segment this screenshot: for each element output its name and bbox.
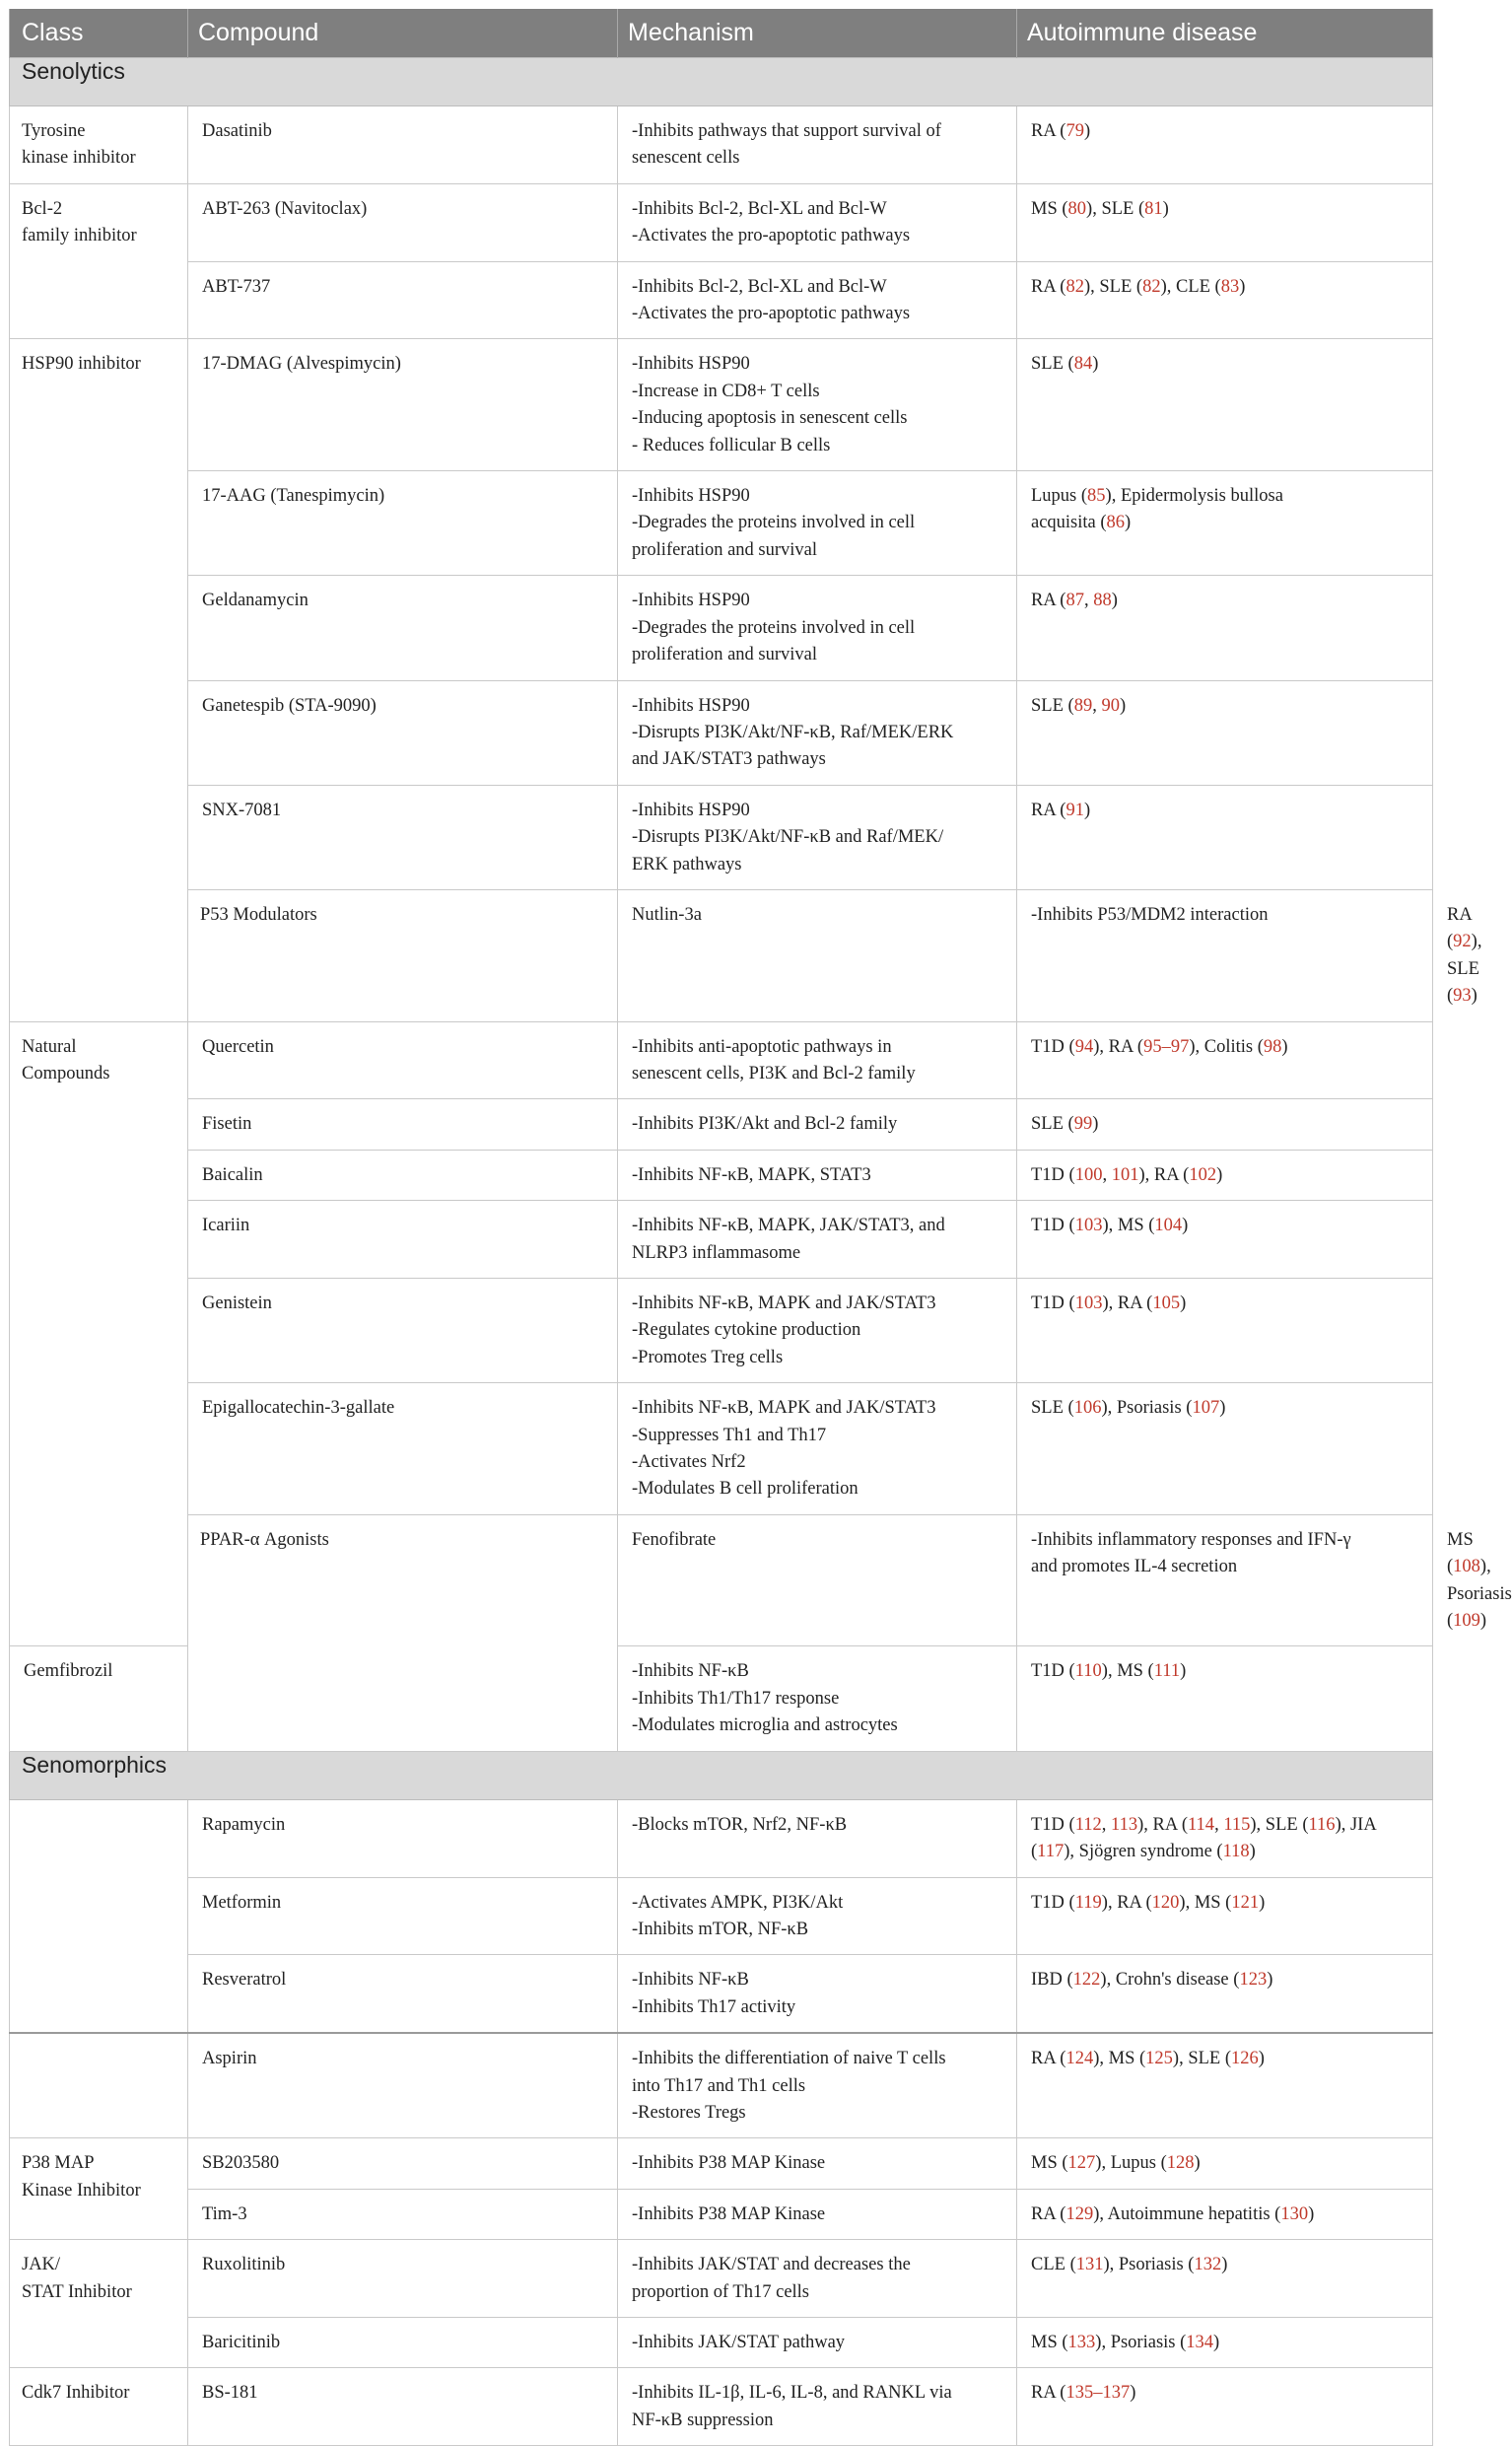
disease-text: T1D ( <box>1031 1036 1075 1057</box>
reference-link[interactable]: 133 <box>1067 2332 1096 2352</box>
table-row <box>10 183 1433 261</box>
disease-cell <box>1017 339 1433 471</box>
section-row <box>10 1751 1433 1799</box>
header-row <box>10 9 1433 58</box>
reference-link[interactable]: 84 <box>1073 354 1093 375</box>
disease-text: SLE ( <box>1031 1114 1074 1135</box>
reference-link[interactable]: 124 <box>1065 2049 1094 2069</box>
reference-link[interactable]: 109 <box>1453 1611 1480 1632</box>
table-row <box>10 1877 1433 1955</box>
compound-cell: Genistein <box>188 1279 618 1383</box>
reference-link[interactable]: 129 <box>1065 2203 1094 2224</box>
disease-text: ), JIA ( <box>1031 1814 1377 1862</box>
compound-cell: Baicalin <box>188 1150 618 1200</box>
reference-link[interactable]: 113 <box>1111 1814 1138 1835</box>
mechanism-cell: -Inhibits HSP90 -Increase in CD8+ T cells -Inducing apoptosis in senescent cells - Reduces follicular B cells <box>618 339 1017 471</box>
table-row <box>10 106 1433 184</box>
mechanism-cell: -Inhibits HSP90 -Degrades the proteins involved in cell proliferation and survival <box>618 576 1017 680</box>
compound-cell: Tim-3 <box>188 2189 618 2239</box>
disease-text: RA ( <box>1031 800 1066 820</box>
header-compound: Compound <box>188 9 618 58</box>
disease-text: T1D ( <box>1031 1216 1075 1236</box>
disease-text: T1D ( <box>1031 1164 1075 1185</box>
disease-cell <box>1017 1799 1433 1877</box>
disease-text: ), SLE ( <box>1086 198 1145 219</box>
disease-text: ), RA ( <box>1137 1814 1188 1835</box>
disease-text: ), SLE ( <box>1447 932 1482 1007</box>
reference-link[interactable]: 132 <box>1194 2255 1222 2275</box>
compound-cell: Resveratrol <box>188 1955 618 2033</box>
table-row <box>10 2240 1433 2318</box>
compound-cell: Metformin <box>188 1877 618 1955</box>
reference-link[interactable]: 105 <box>1152 1293 1181 1313</box>
disease-text: ) <box>1471 986 1478 1007</box>
disease-text: ) <box>1221 2255 1228 2275</box>
disease-text: ) <box>1125 513 1132 533</box>
disease-text: ) <box>1239 276 1246 297</box>
disease-text: ), Crohn's disease ( <box>1100 1970 1240 1991</box>
disease-cell <box>1017 1021 1433 1099</box>
disease-text: IBD ( <box>1031 1970 1073 1991</box>
reference-link[interactable]: 103 <box>1074 1216 1103 1236</box>
disease-text: ) <box>1213 2332 1220 2352</box>
disease-text: ) <box>1162 198 1169 219</box>
disease-text: ), SLE ( <box>1172 2049 1231 2069</box>
disease-text: ), MS ( <box>1101 1661 1154 1682</box>
disease-text: ), RA ( <box>1138 1164 1190 1185</box>
disease-text: ) <box>1216 1164 1223 1185</box>
disease-cell <box>1017 183 1433 261</box>
class-cell: Bcl-2 family inhibitor <box>10 183 188 339</box>
reference-link[interactable]: 99 <box>1073 1114 1093 1135</box>
reference-link[interactable]: 116 <box>1308 1814 1336 1835</box>
compound-cell: 17-DMAG (Alvespimycin) <box>188 339 618 471</box>
table-row <box>10 471 1433 576</box>
reference-link[interactable]: 119 <box>1074 1892 1102 1913</box>
disease-text: T1D ( <box>1031 1293 1075 1313</box>
disease-cell <box>1017 576 1433 680</box>
table-body <box>10 58 1512 2446</box>
header-class: Class <box>10 9 188 58</box>
disease-cell <box>1017 1099 1433 1150</box>
mechanism-cell: -Inhibits NF-κB, MAPK and JAK/STAT3 -Suppresses Th1 and Th17 -Activates Nrf2 -Modulates B cell proliferation <box>618 1383 1017 1515</box>
compound-cell: ABT-263 (Navitoclax) <box>188 183 618 261</box>
compound-cell: BS-181 <box>188 2368 618 2446</box>
disease-cell <box>1017 1279 1433 1383</box>
reference-link[interactable]: 125 <box>1145 2049 1173 2069</box>
reference-link[interactable]: 104 <box>1154 1216 1183 1236</box>
reference-link[interactable]: 82 <box>1142 276 1161 297</box>
table-row <box>10 1383 1433 1515</box>
reference-link[interactable]: 95–97 <box>1143 1036 1190 1057</box>
disease-text: ), RA ( <box>1102 1293 1153 1313</box>
disease-text: , <box>1214 1814 1224 1835</box>
mechanism-cell: -Inhibits JAK/STAT pathway <box>618 2317 1017 2367</box>
disease-text: SLE ( <box>1031 695 1074 716</box>
class-cell: JAK/ STAT Inhibitor <box>10 2240 188 2368</box>
reference-link[interactable]: 88 <box>1093 591 1112 611</box>
header-mechanism: Mechanism <box>618 9 1017 58</box>
table-row <box>10 2033 1433 2138</box>
reference-link[interactable]: 118 <box>1222 1842 1250 1862</box>
disease-text: ) <box>1092 354 1099 375</box>
disease-text: , <box>1102 1164 1112 1185</box>
disease-cell <box>1017 2317 1433 2367</box>
reference-link[interactable]: 123 <box>1239 1970 1268 1991</box>
disease-text: ) <box>1308 2203 1315 2224</box>
mechanism-cell: -Inhibits P53/MDM2 interaction <box>1017 889 1433 1021</box>
reference-link[interactable]: 98 <box>1263 1036 1282 1057</box>
reference-link[interactable]: 135–137 <box>1065 2383 1131 2404</box>
disease-text: RA ( <box>1031 2383 1066 2404</box>
mechanism-cell: -Inhibits NF-κB, MAPK, STAT3 <box>618 1150 1017 1200</box>
disease-text: SLE ( <box>1031 1398 1074 1419</box>
mechanism-cell: -Inhibits PI3K/Akt and Bcl-2 family <box>618 1099 1017 1150</box>
disease-text: ) <box>1130 2383 1136 2404</box>
disease-text: ), MS ( <box>1179 1892 1232 1913</box>
disease-text: ), MS ( <box>1102 1216 1155 1236</box>
reference-link[interactable]: 101 <box>1111 1164 1139 1185</box>
mechanism-cell: -Inhibits P38 MAP Kinase <box>618 2138 1017 2189</box>
reference-link[interactable]: 80 <box>1067 198 1087 219</box>
reference-link[interactable]: 111 <box>1153 1661 1181 1682</box>
compound-cell: Baricitinib <box>188 2317 618 2367</box>
disease-text: ) <box>1182 1216 1189 1236</box>
disease-text: RA ( <box>1031 2203 1066 2224</box>
reference-link[interactable]: 134 <box>1186 2332 1214 2352</box>
compound-cell: ABT-737 <box>188 261 618 339</box>
disease-text: ), Epidermolysis bullosa acquisita ( <box>1031 486 1283 533</box>
mechanism-cell: -Inhibits anti-apoptotic pathways in senescent cells, PI3K and Bcl-2 family <box>618 1021 1017 1099</box>
reference-link[interactable]: 92 <box>1453 932 1472 952</box>
disease-text: RA ( <box>1031 276 1066 297</box>
table-row <box>10 1201 1433 1279</box>
reference-link[interactable]: 102 <box>1189 1164 1217 1185</box>
reference-link[interactable]: 117 <box>1037 1842 1065 1862</box>
table-row <box>10 576 1433 680</box>
compound-cell: Ganetespib (STA-9090) <box>188 680 618 785</box>
table-row <box>10 261 1433 339</box>
mechanism-cell: -Blocks mTOR, Nrf2, NF-κB <box>618 1799 1017 1877</box>
disease-text: , <box>1092 695 1102 716</box>
class-cell: HSP90 inhibitor <box>10 339 188 1021</box>
disease-text: ), SLE ( <box>1250 1814 1309 1835</box>
disease-cell <box>1017 471 1433 576</box>
compound-cell: 17-AAG (Tanespimycin) <box>188 471 618 576</box>
disease-text: RA ( <box>1031 2049 1066 2069</box>
mechanism-cell: -Inhibits NF-κB -Inhibits Th1/Th17 response -Modulates microglia and astrocytes <box>618 1646 1017 1751</box>
compound-cell: Dasatinib <box>188 106 618 184</box>
disease-cell <box>1017 1383 1433 1515</box>
disease-text: ) <box>1267 1970 1273 1991</box>
disease-text: Lupus ( <box>1031 486 1088 507</box>
disease-text: ) <box>1111 591 1118 611</box>
reference-link[interactable]: 114 <box>1187 1814 1215 1835</box>
disease-text: ), MS ( <box>1093 2049 1146 2069</box>
section-title: Senomorphics <box>10 1751 1433 1799</box>
disease-text: RA ( <box>1447 904 1472 952</box>
compound-cell: Geldanamycin <box>188 576 618 680</box>
reference-link[interactable]: 106 <box>1073 1398 1102 1419</box>
compound-cell: Aspirin <box>188 2033 618 2138</box>
reference-link[interactable]: 131 <box>1075 2255 1104 2275</box>
reference-link[interactable]: 110 <box>1074 1661 1102 1682</box>
disease-cell <box>1017 2189 1433 2239</box>
reference-link[interactable]: 85 <box>1087 486 1106 507</box>
reference-link[interactable]: 130 <box>1280 2203 1309 2224</box>
mechanism-cell: -Inhibits IL-1β, IL-6, IL-8, and RANKL via NF-κB suppression <box>618 2368 1017 2446</box>
disease-text: ) <box>1119 695 1127 716</box>
mechanism-cell: -Inhibits pathways that support survival of senescent cells <box>618 106 1017 184</box>
table-row <box>10 1021 1433 1099</box>
reference-link[interactable]: 107 <box>1192 1398 1220 1419</box>
table-row <box>10 1279 1433 1383</box>
disease-text: ) <box>1479 1611 1487 1632</box>
disease-cell <box>1017 680 1433 785</box>
mechanism-cell: -Inhibits the differentiation of naive T cells into Th17 and Th1 cells -Restores Tregs <box>618 2033 1017 2138</box>
disease-cell <box>1017 2138 1433 2189</box>
reference-link[interactable]: 128 <box>1166 2153 1195 2174</box>
disease-text: T1D ( <box>1031 1814 1075 1835</box>
compound-cell: Nutlin-3a <box>618 889 1017 1021</box>
disease-text: ) <box>1194 2153 1201 2174</box>
reference-link[interactable]: 121 <box>1231 1892 1260 1913</box>
disease-text: ), Sjögren syndrome ( <box>1064 1842 1223 1862</box>
class-cell: Cdk7 Inhibitor <box>10 2368 188 2446</box>
disease-text: RA ( <box>1031 121 1066 141</box>
compound-cell: Gemfibrozil <box>10 1646 188 1751</box>
section-title: Senolytics <box>10 58 1433 106</box>
disease-text: ), Colitis ( <box>1189 1036 1264 1057</box>
table-row <box>10 889 1433 1021</box>
disease-cell <box>1017 1201 1433 1279</box>
mechanism-cell: -Inhibits NF-κB -Inhibits Th17 activity <box>618 1955 1017 2033</box>
disease-cell <box>1017 1877 1433 1955</box>
disease-text: SLE ( <box>1031 354 1074 375</box>
reference-link[interactable]: 91 <box>1065 800 1084 820</box>
disease-text: ) <box>1083 800 1091 820</box>
reference-link[interactable]: 127 <box>1067 2153 1096 2174</box>
table-row <box>10 2368 1433 2446</box>
class-cell <box>10 1799 188 2033</box>
mechanism-cell: -Inhibits HSP90 -Disrupts PI3K/Akt/NF-κB and Raf/MEK/ ERK pathways <box>618 785 1017 889</box>
reference-link[interactable]: 87 <box>1065 591 1084 611</box>
disease-text: ) <box>1258 2049 1265 2069</box>
table-row <box>10 1799 1433 1877</box>
reference-link[interactable]: 89 <box>1073 695 1093 716</box>
disease-cell <box>1017 2033 1433 2138</box>
reference-link[interactable]: 108 <box>1453 1557 1480 1577</box>
compound-cell: Ruxolitinib <box>188 2240 618 2318</box>
compound-cell: Fisetin <box>188 1099 618 1150</box>
mechanism-cell: -Inhibits P38 MAP Kinase <box>618 2189 1017 2239</box>
reference-link[interactable]: 82 <box>1065 276 1084 297</box>
reference-link[interactable]: 120 <box>1151 1892 1180 1913</box>
disease-cell <box>1017 785 1433 889</box>
table-row <box>10 2317 1433 2367</box>
reference-link[interactable]: 86 <box>1106 513 1126 533</box>
table-row <box>10 2189 1433 2239</box>
table-row <box>10 785 1433 889</box>
reference-link[interactable]: 90 <box>1101 695 1120 716</box>
table-row <box>10 1514 1433 1646</box>
header-disease: Autoimmune disease <box>1017 9 1433 58</box>
disease-text: ), Autoimmune hepatitis ( <box>1093 2203 1281 2224</box>
disease-text: , <box>1083 591 1094 611</box>
disease-text: ), CLE ( <box>1160 276 1221 297</box>
disease-text: ), Lupus ( <box>1095 2153 1167 2174</box>
reference-link[interactable]: 81 <box>1144 198 1163 219</box>
reference-link[interactable]: 79 <box>1065 121 1084 141</box>
disease-text: ) <box>1281 1036 1288 1057</box>
disease-text: ) <box>1180 1661 1187 1682</box>
mechanism-cell: -Inhibits HSP90 -Disrupts PI3K/Akt/NF-κB, Raf/MEK/ERK and JAK/STAT3 pathways <box>618 680 1017 785</box>
mechanism-cell: -Inhibits inflammatory responses and IFN-γ and promotes IL-4 secretion <box>1017 1514 1433 1646</box>
mechanism-cell: -Activates AMPK, PI3K/Akt -Inhibits mTOR, NF-κB <box>618 1877 1017 1955</box>
compound-cell: Quercetin <box>188 1021 618 1099</box>
class-cell: Tyrosine kinase inhibitor <box>10 106 188 184</box>
disease-cell <box>1017 1150 1433 1200</box>
disease-text: ) <box>1219 1398 1226 1419</box>
mechanism-cell: -Inhibits HSP90 -Degrades the proteins involved in cell proliferation and survival <box>618 471 1017 576</box>
table-container <box>9 9 1512 2446</box>
disease-text: MS ( <box>1031 198 1068 219</box>
senotherapeutics-table <box>9 9 1512 2446</box>
reference-link[interactable]: 83 <box>1220 276 1240 297</box>
disease-text: ), Psoriasis ( <box>1095 2332 1187 2352</box>
mechanism-cell: -Inhibits NF-κB, MAPK, JAK/STAT3, and NLRP3 inflammasome <box>618 1201 1017 1279</box>
disease-text: T1D ( <box>1031 1892 1075 1913</box>
disease-text: ), RA ( <box>1093 1036 1144 1057</box>
disease-text: MS ( <box>1447 1529 1474 1577</box>
section-row <box>10 58 1433 106</box>
disease-cell <box>1017 1646 1433 1751</box>
compound-cell: Icariin <box>188 1201 618 1279</box>
disease-text: RA ( <box>1031 591 1066 611</box>
class-cell: PPAR-α Agonists <box>188 1514 618 1751</box>
reference-link[interactable]: 112 <box>1074 1814 1102 1835</box>
mechanism-cell: -Inhibits NF-κB, MAPK and JAK/STAT3 -Regulates cytokine production -Promotes Treg cells <box>618 1279 1017 1383</box>
disease-cell <box>1017 261 1433 339</box>
disease-text: CLE ( <box>1031 2255 1076 2275</box>
disease-cell <box>1017 1955 1433 2033</box>
compound-cell: SNX-7081 <box>188 785 618 889</box>
disease-text: ) <box>1259 1892 1266 1913</box>
reference-link[interactable]: 115 <box>1223 1814 1251 1835</box>
class-cell: P53 Modulators <box>188 889 618 1021</box>
reference-link[interactable]: 126 <box>1231 2049 1259 2069</box>
disease-text: ), Psoriasis ( <box>1101 1398 1193 1419</box>
reference-link[interactable]: 100 <box>1074 1164 1103 1185</box>
class-cell: P38 MAP Kinase Inhibitor <box>10 2138 188 2240</box>
disease-text: T1D ( <box>1031 1661 1075 1682</box>
table-row <box>10 680 1433 785</box>
reference-link[interactable]: 94 <box>1074 1036 1094 1057</box>
compound-cell: Epigallocatechin-3-gallate <box>188 1383 618 1515</box>
table-row <box>10 339 1433 471</box>
compound-cell: SB203580 <box>188 2138 618 2189</box>
disease-text: MS ( <box>1031 2153 1068 2174</box>
disease-cell <box>1017 2240 1433 2318</box>
table-row <box>10 1955 1433 2033</box>
reference-link[interactable]: 122 <box>1072 1970 1101 1991</box>
disease-text: ) <box>1180 1293 1187 1313</box>
compound-cell: Fenofibrate <box>618 1514 1017 1646</box>
class-cell <box>10 2033 188 2138</box>
table-row <box>10 2138 1433 2189</box>
disease-text: ), RA ( <box>1101 1892 1152 1913</box>
disease-text: ), Psoriasis ( <box>1103 2255 1195 2275</box>
disease-text: , <box>1101 1814 1112 1835</box>
reference-link[interactable]: 93 <box>1453 986 1472 1007</box>
compound-cell: Rapamycin <box>188 1799 618 1877</box>
table-row <box>10 1099 1433 1150</box>
disease-text: ) <box>1249 1842 1256 1862</box>
class-cell: Natural Compounds <box>10 1021 188 1646</box>
table-row <box>10 1150 1433 1200</box>
reference-link[interactable]: 103 <box>1074 1293 1103 1313</box>
mechanism-cell: -Inhibits Bcl-2, Bcl-XL and Bcl-W -Activates the pro-apoptotic pathways <box>618 183 1017 261</box>
disease-text: ), Psoriasis ( <box>1447 1557 1512 1632</box>
disease-text: ) <box>1083 121 1091 141</box>
disease-text: ), SLE ( <box>1083 276 1143 297</box>
disease-text: MS ( <box>1031 2332 1068 2352</box>
disease-text: ) <box>1092 1114 1099 1135</box>
mechanism-cell: -Inhibits Bcl-2, Bcl-XL and Bcl-W -Activates the pro-apoptotic pathways <box>618 261 1017 339</box>
disease-cell <box>1017 2368 1433 2446</box>
disease-cell <box>1017 106 1433 184</box>
mechanism-cell: -Inhibits JAK/STAT and decreases the proportion of Th17 cells <box>618 2240 1017 2318</box>
